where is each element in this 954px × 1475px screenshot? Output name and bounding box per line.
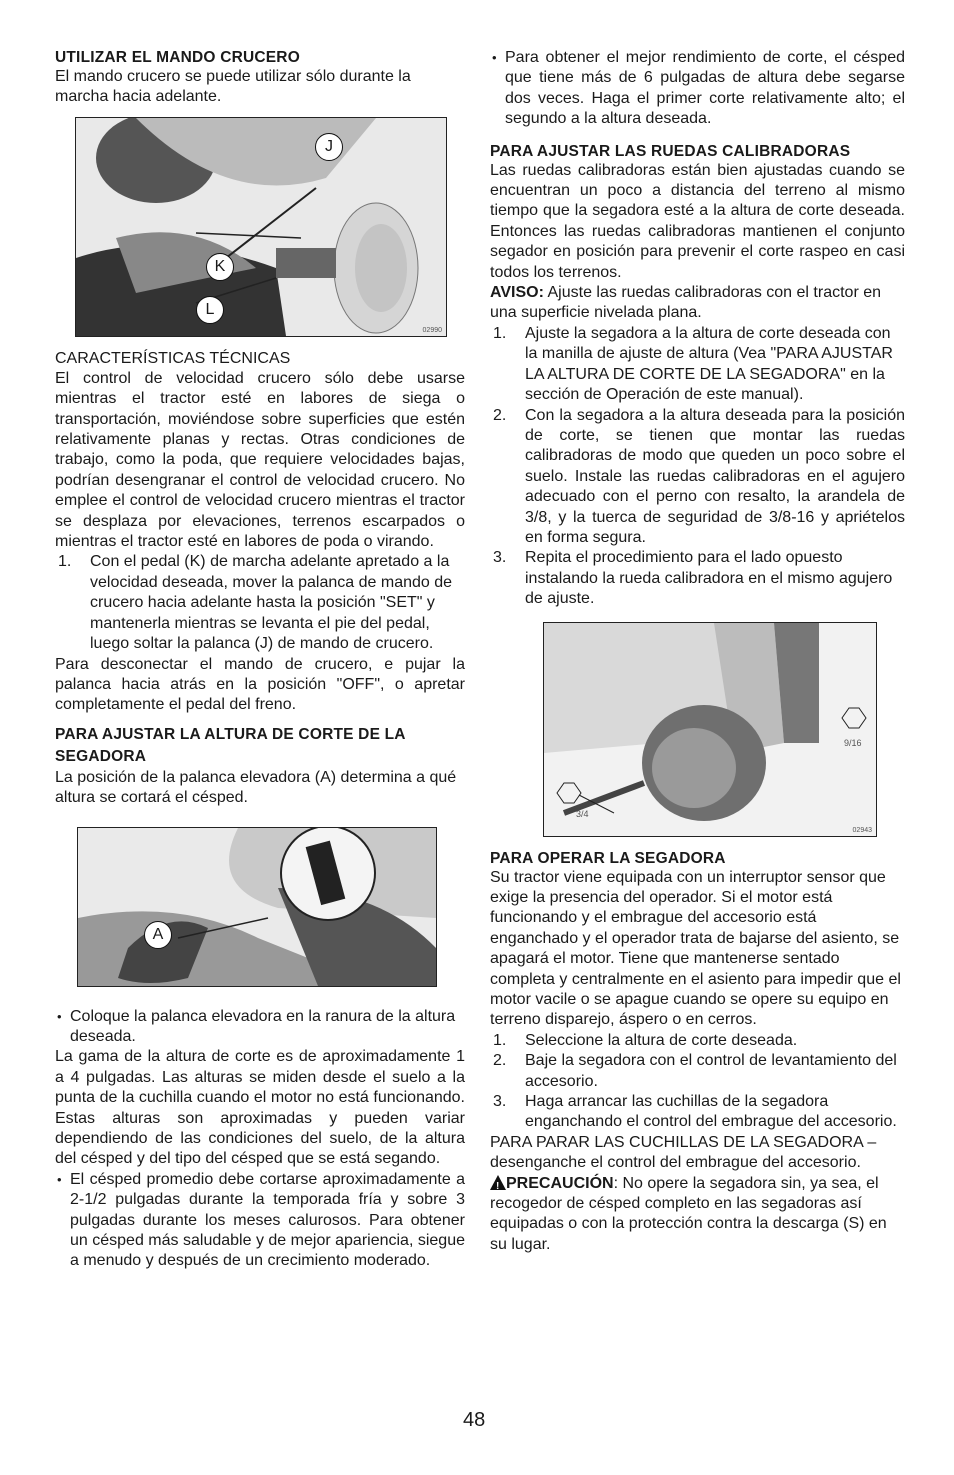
height-intro: La posición de la palanca elevadora (A) determina a qué altura se cortará el césped. (55, 768, 457, 807)
stop-blades-paragraph: PARA PARAR LAS CUCHILLAS DE LA SEGADORA – desenganche el control del embrague del accesorio. (490, 1133, 877, 1172)
gauge-wheel-illustration (544, 623, 876, 836)
bullet-average-lawn: • El césped promedio debe cortarse aproximadamente a 2-1/2 pulgadas durante la temporada fría y sobre 3 pulgadas durante los meses calurosos. Para obtener un césped más saludable y de mejor apariencia, siegue a menudo y después de un crecimiento moderado. (55, 1170, 465, 1272)
operate-step: 1. Seleccione la altura de corte deseada. (493, 1031, 798, 1049)
callout-a: A (144, 921, 172, 949)
height-heading: PARA AJUSTAR LA ALTURA DE CORTE DE LA SEGADORA (55, 725, 406, 765)
bullet-lift-lever: • Coloque la palanca elevadora en la ranura de la altura deseada. (55, 1007, 465, 1048)
figure-code: 02990 (422, 326, 442, 334)
label-9-16: 9/16 (844, 737, 862, 748)
notice-paragraph (490, 283, 905, 324)
cruise-heading: UTILIZAR EL MANDO CRUCERO (55, 49, 300, 66)
height-range-paragraph: La gama de la altura de corte es de aproximadamente 1 a 4 pulgadas. Las alturas se miden desde el suelo a la punta de la cuchilla cuando el motor no está funcionando. Estas alturas son aproximadas y pueden variar dependiendo de las condiciones del suelo, de la altura del césped y del tipo del césped que se está segando. (55, 1048, 465, 1168)
bullet-double-cut: • Para obtener el mejor rendimiento de corte, el césped que tiene más de 6 pulgadas de altura debe segarse dos veces. Haga el primer corte relativamente alto; el segundo a la altura deseada. (490, 48, 905, 130)
warning-triangle-icon (490, 1175, 506, 1190)
wheels-steps (490, 324, 905, 610)
tech-paragraph-2: Para desconectar el mando de crucero, e pujar la palanca hacia atrás en la posición "OFF", o apretar completamente el pedal del freno. (55, 655, 465, 714)
callout-j: J (315, 133, 343, 161)
notice-text: Ajuste las ruedas calibradoras con el tractor en una superficie nivelada plana. (490, 284, 882, 322)
operate-step: 3. Haga arrancar las cuchillas de la segadora enganchando el control del embrague del accesorio. (493, 1093, 897, 1131)
right-column (490, 48, 905, 1255)
cruise-intro: El mando crucero se puede utilizar sólo durante la marcha hacia adelante. (55, 68, 411, 106)
callout-l: L (196, 296, 224, 324)
page-number: 48 (463, 1409, 486, 1431)
lift-lever-illustration (78, 828, 436, 986)
notice-label: AVISO: (490, 284, 544, 302)
tech-heading: CARACTERÍSTICAS TÉCNICAS (55, 349, 291, 367)
wheels-step: 2. Con la segadora a la altura deseada para la posición de corte, se tienen que montar las ruedas calibradoras de modo que queden un poco sobre el suelo. Instale las ruedas calibradoras en el agujero adecuado con el perno con resalto, la arandela de 3/8, y la tuerca de seguridad de 3/8-16 y apriételos en forma segura. (493, 406, 905, 546)
wheels-heading: PARA AJUSTAR LAS RUEDAS CALIBRADORAS (490, 142, 851, 160)
operate-paragraph: Su tractor viene equipada con un interruptor sensor que exige la presencia del operador. Si el motor está funcionando y el embrague del accesorio está enganchado y el operador trata de bajarse del asiento, se apagará el motor. Tiene que mantenerse sentado completa y centralmente en el asiento para impedir que el motor vacile o se apague cuando se opere su equipo en terreno disparejo, áspero o en cerros. (490, 868, 901, 1029)
figure-code: 02943 (852, 826, 872, 834)
wheels-step: 1. Ajuste la segadora a la altura de corte deseada con la manilla de ajuste de altura (Vea "PARA AJUSTAR LA ALTURA DE CORTE DE LA SEGADORA" en la sección de Operación de este manual). (493, 324, 893, 404)
lift-lever-figure (77, 827, 437, 987)
tech-paragraph: El control de velocidad crucero sólo debe usarse mientras el tractor esté en labores de siega o transportación, moviéndose sobre superficies que estén relativamente planas y rectas. Otras condiciones de trabajo, como la poda, que requiere velocidades bajas, podrían desengranar el control de velocidad crucero. No emplee el control de velocidad crucero mientras el tractor se desplaza por elevaciones, terrenos escarpados o mientras el tractor esté en labores de poda o virando. (55, 369, 465, 551)
cruise-control-illustration (76, 118, 446, 336)
operate-step: 2. Baje la segadora con el control de levantamiento del accesorio. (493, 1052, 897, 1090)
label-3-4: 3/4 (576, 808, 589, 819)
cruise-control-figure (75, 117, 447, 337)
wheels-step: 3. Repita el procedimiento para el lado opuesto instalando la rueda calibradora en el mismo agujero de ajuste. (493, 549, 893, 608)
tech-step: 1. Con el pedal (K) de marcha adelante apretado a la velocidad deseada, mover la palanca de mando de crucero hacia adelante hasta la posición "SET" y mantenerla mientras se levanta el pie del pedal, luego soltar la palanca (J) de mando de crucero. (58, 553, 453, 653)
left-column (55, 48, 465, 1272)
wheels-paragraph: Las ruedas calibradoras están bien ajustadas cuando se encuentran un poco a distancia del terreno al mismo tiempo que la segadora esté a la altura de corte deseada. Entonces las ruedas calibradoras mantienen el conjunto segador en posición para prevenir el corte raspeo en casi todos los terrenos. (490, 161, 905, 281)
caution-paragraph (490, 1174, 905, 1256)
caution-label: PRECAUCIÓN (506, 1174, 614, 1192)
caution-text: : No opere la segadora sin, ya sea, el recogedor de césped completo en las segadoras así equipadas o con la protección contra la descarga (S) en su lugar. (490, 1174, 887, 1253)
gauge-wheel-figure (543, 622, 877, 837)
callout-k: K (206, 253, 234, 281)
tech-steps (55, 552, 465, 654)
operate-heading: PARA OPERAR LA SEGADORA (490, 849, 726, 867)
operate-steps (490, 1031, 905, 1133)
